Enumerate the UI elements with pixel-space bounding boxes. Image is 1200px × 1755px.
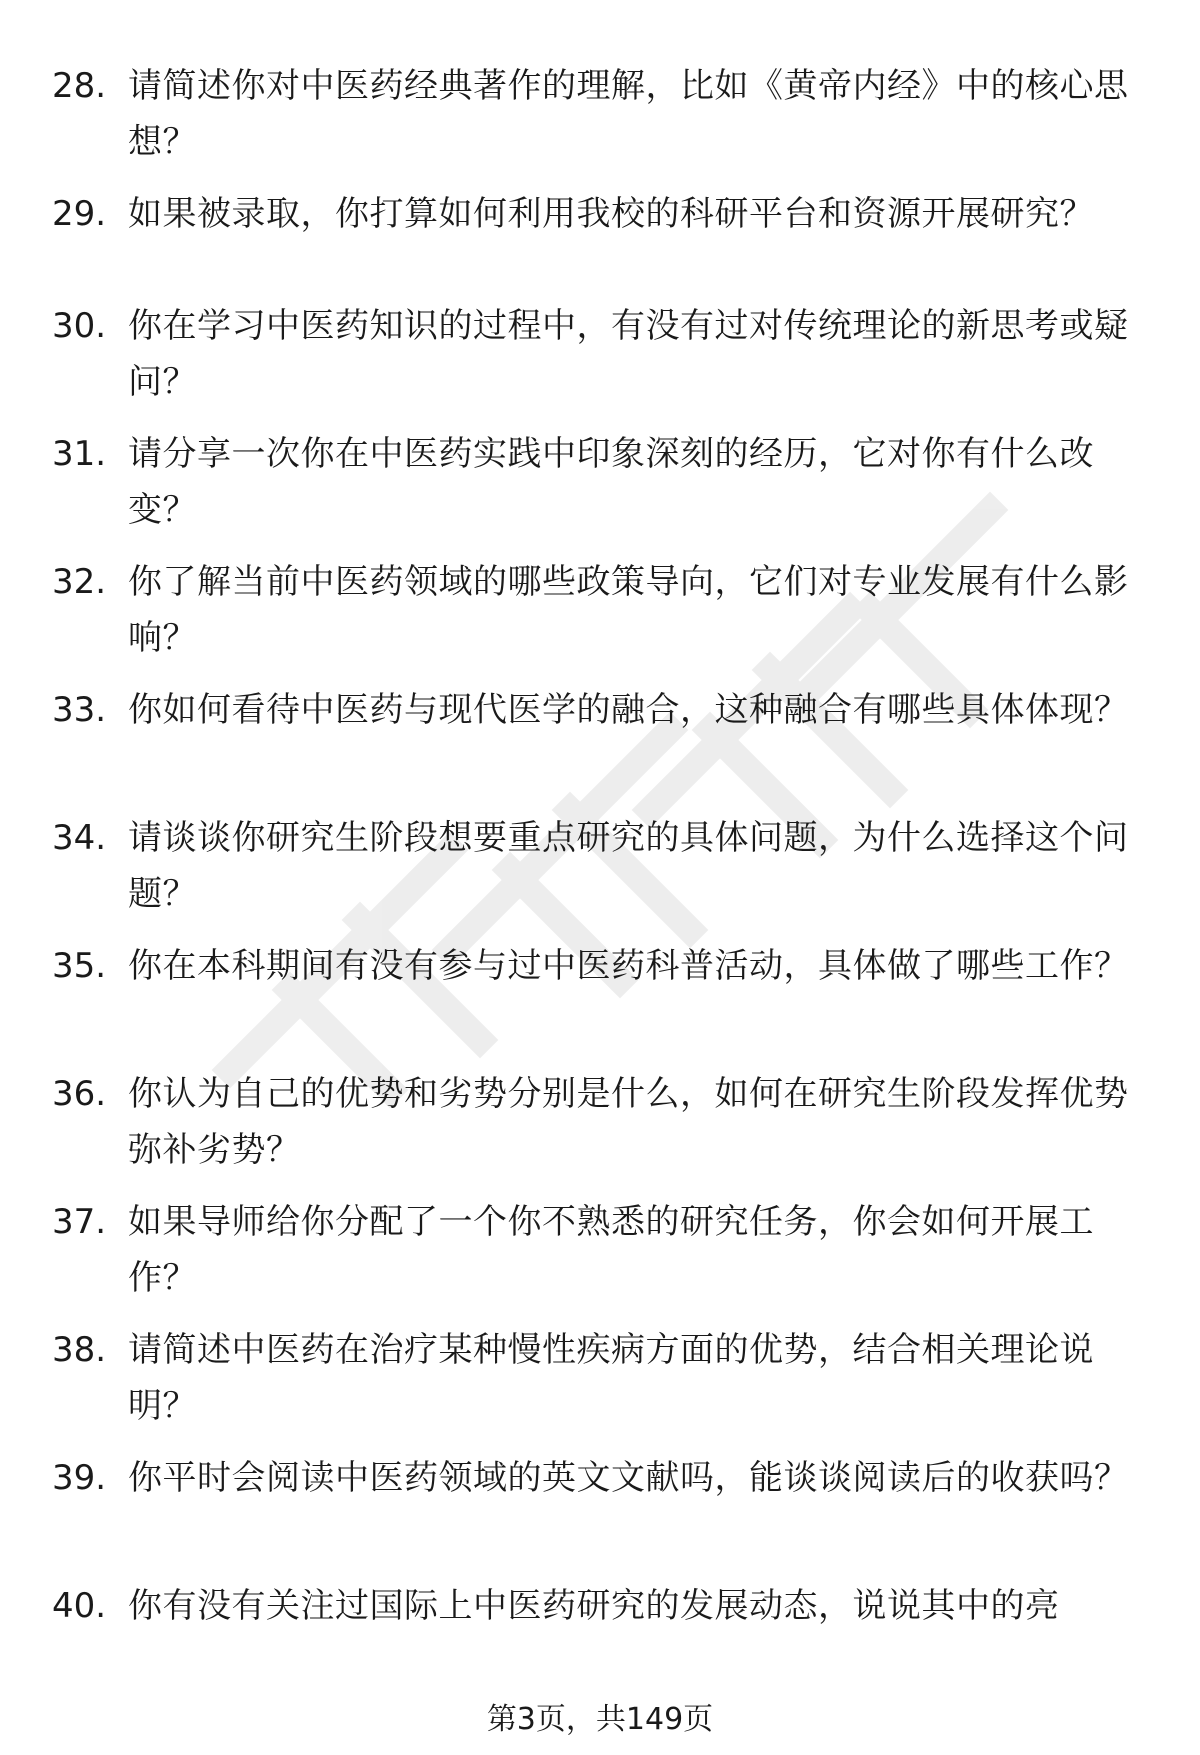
question-text: 你在本科期间有没有参与过中医药科普活动，具体做了哪些工作？ [128, 946, 1129, 986]
question-number: 38. [52, 1330, 107, 1370]
question-text: 你了解当前中医药领域的哪些政策导向，它们对专业发展有什么影响？ [128, 562, 1129, 658]
question-text: 你如何看待中医药与现代医学的融合，这种融合有哪些具体体现？ [128, 690, 1129, 730]
question-item [0, 426, 1200, 554]
question-text: 如果被录取，你打算如何利用我校的科研平台和资源开展研究？ [128, 194, 1094, 234]
question-item [0, 938, 1200, 1066]
question-item [0, 810, 1200, 938]
question-item [0, 1322, 1200, 1450]
question-number: 34. [52, 818, 107, 858]
question-number: 36. [52, 1074, 107, 1114]
question-number: 28. [52, 66, 107, 106]
question-text: 请简述你对中医药经典著作的理解，比如《黄帝内经》中的核心思想？ [128, 66, 1129, 162]
question-item [0, 186, 1200, 298]
question-item [0, 58, 1200, 186]
question-number: 33. [52, 690, 107, 730]
question-item [0, 554, 1200, 682]
question-text: 请谈谈你研究生阶段想要重点研究的具体问题，为什么选择这个问题？ [128, 818, 1129, 914]
question-text: 如果导师给你分配了一个你不熟悉的研究任务，你会如何开展工作？ [128, 1202, 1094, 1298]
question-text: 你在学习中医药知识的过程中，有没有过对传统理论的新思考或疑问？ [128, 306, 1129, 402]
page-footer: 第3页，共149页 [486, 1702, 714, 1737]
question-number: 31. [52, 434, 107, 474]
question-text: 你平时会阅读中医药领域的英文文献吗，能谈谈阅读后的收获吗？ [128, 1458, 1129, 1498]
question-number: 37. [52, 1202, 107, 1242]
question-item [0, 298, 1200, 426]
question-item [0, 682, 1200, 810]
question-number: 32. [52, 562, 107, 602]
question-item [0, 1194, 1200, 1322]
question-text: 请分享一次你在中医药实践中印象深刻的经历，它对你有什么改变？ [128, 434, 1094, 530]
question-number: 40. [52, 1586, 107, 1626]
question-item [0, 1450, 1200, 1578]
question-number: 30. [52, 306, 107, 346]
question-item [0, 1578, 1200, 1690]
question-number: 39. [52, 1458, 107, 1498]
question-number: 35. [52, 946, 107, 986]
question-item [0, 1066, 1200, 1194]
question-number: 29. [52, 194, 107, 234]
question-text: 请简述中医药在治疗某种慢性疾病方面的优势，结合相关理论说明？ [128, 1330, 1094, 1426]
question-text: 你有没有关注过国际上中医药研究的发展动态，说说其中的亮 [128, 1586, 1060, 1626]
question-text: 你认为自己的优势和劣势分别是什么，如何在研究生阶段发挥优势弥补劣势？ [128, 1074, 1129, 1170]
question-list [0, 58, 1200, 1690]
